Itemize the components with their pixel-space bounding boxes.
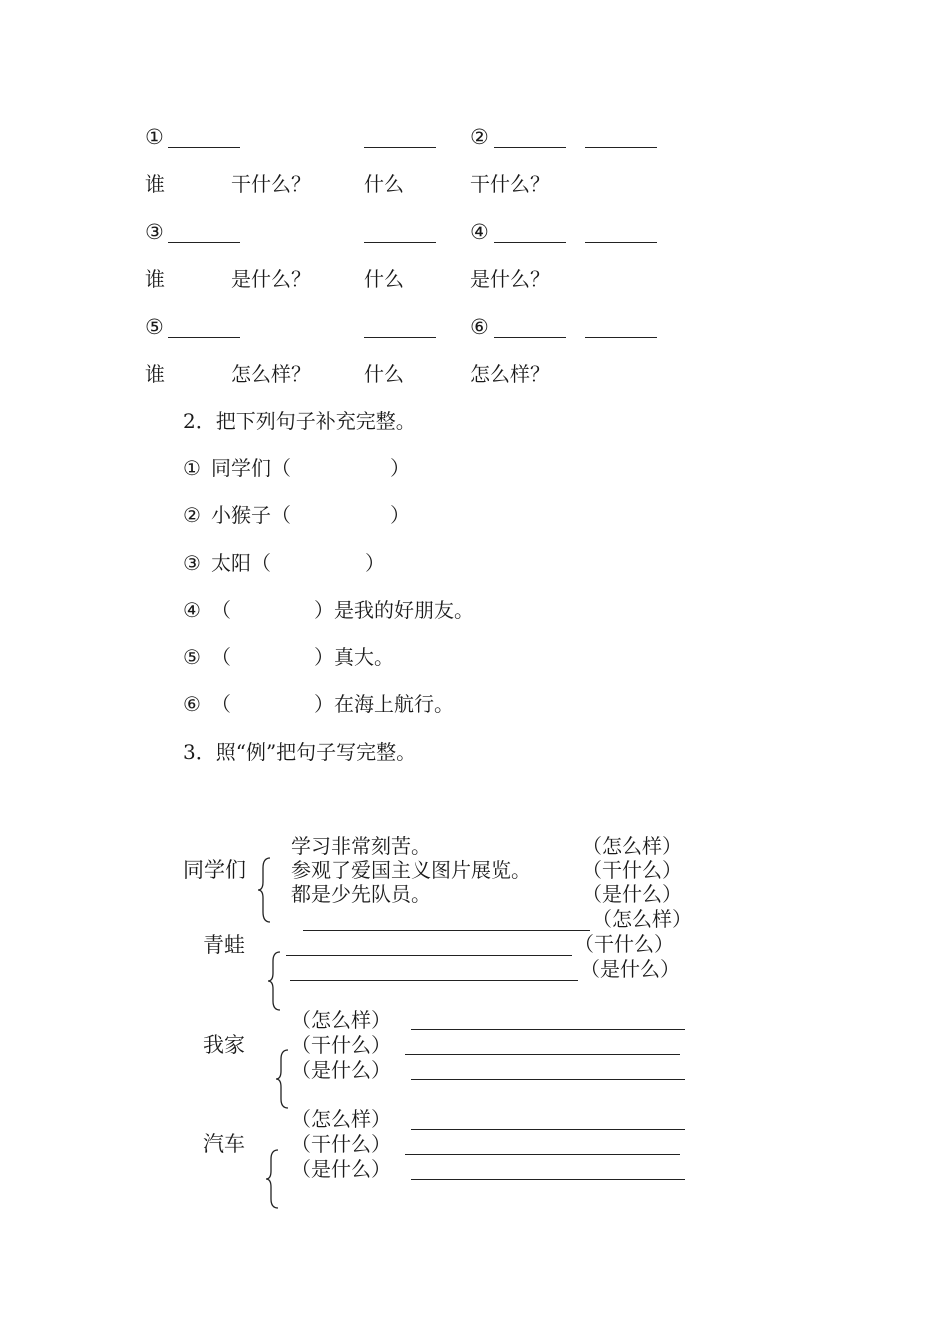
answer-blank[interactable] <box>364 242 436 243</box>
brace <box>274 1048 292 1110</box>
sentence-prefix: 太阳（ <box>211 551 271 575</box>
answer-line[interactable] <box>405 1054 680 1055</box>
type-tag: （是什么） <box>580 957 680 981</box>
answer-line[interactable] <box>411 1179 685 1180</box>
item-number: ③ <box>183 551 201 575</box>
answer-line[interactable] <box>405 1154 680 1155</box>
sentence-suffix: ）是我的好朋友。 <box>314 598 474 622</box>
label-who: 谁 <box>145 362 165 386</box>
item-number: ⑤ <box>183 645 201 669</box>
item-number: ③ <box>145 220 164 244</box>
answer-blank[interactable] <box>494 337 566 338</box>
section2-title: 2．把下列句子补充完整。 <box>183 409 416 433</box>
section3-title: 3．照“例”把句子写完整。 <box>183 740 417 764</box>
item-number: ② <box>183 503 201 527</box>
label-action: 是什么？ <box>470 267 550 291</box>
sentence-suffix: ）在海上航行。 <box>314 692 454 716</box>
sentence-suffix: ）真大。 <box>314 645 394 669</box>
answer-blank[interactable] <box>494 147 566 148</box>
brace <box>266 950 284 1012</box>
example-sentence: 都是少先队员。 <box>291 882 431 906</box>
type-tag: （怎么样） <box>291 1107 391 1131</box>
answer-blank[interactable] <box>168 147 240 148</box>
label-what: 什么 <box>364 267 404 291</box>
item-number: ④ <box>183 598 201 622</box>
answer-line[interactable] <box>286 955 572 956</box>
item-number: ⑥ <box>470 315 489 339</box>
answer-blank[interactable] <box>168 337 240 338</box>
label-action: 怎么样？ <box>231 362 311 386</box>
label-what: 什么 <box>364 362 404 386</box>
label-action: 干什么？ <box>470 172 550 196</box>
sentence-prefix: 小猴子（ <box>211 503 291 527</box>
sentence-prefix: （ <box>211 598 231 622</box>
answer-blank[interactable] <box>494 242 566 243</box>
label-what: 什么 <box>364 172 404 196</box>
type-tag: （是什么） <box>582 882 682 906</box>
subject-label: 我家 <box>203 1033 245 1057</box>
answer-blank[interactable] <box>585 337 657 338</box>
answer-line[interactable] <box>411 1029 685 1030</box>
label-action: 怎么样？ <box>470 362 550 386</box>
sentence-prefix: （ <box>211 692 231 716</box>
label-who: 谁 <box>145 267 165 291</box>
label-who: 谁 <box>145 172 165 196</box>
label-action: 是什么？ <box>231 267 311 291</box>
item-number: ⑤ <box>145 315 164 339</box>
sentence-suffix: ） <box>390 456 410 480</box>
item-number: ② <box>470 125 489 149</box>
brace <box>264 1148 282 1210</box>
example-sentence: 参观了爱国主义图片展览。 <box>291 858 531 882</box>
answer-blank[interactable] <box>585 242 657 243</box>
type-tag: （怎么样） <box>582 834 682 858</box>
sentence-suffix: ） <box>390 503 410 527</box>
type-tag: （干什么） <box>574 932 674 956</box>
type-tag: （是什么） <box>291 1157 391 1181</box>
type-tag: （干什么） <box>582 858 682 882</box>
type-tag: （干什么） <box>291 1033 391 1057</box>
type-tag: （怎么样） <box>592 907 692 931</box>
item-number: ① <box>145 125 164 149</box>
answer-blank[interactable] <box>364 337 436 338</box>
type-tag: （干什么） <box>291 1132 391 1156</box>
subject-label: 青蛙 <box>203 933 245 957</box>
subject-label: 同学们 <box>183 858 246 882</box>
answer-blank[interactable] <box>585 147 657 148</box>
brace <box>256 856 274 924</box>
item-number: ④ <box>470 220 489 244</box>
answer-line[interactable] <box>290 980 578 981</box>
answer-line[interactable] <box>411 1129 685 1130</box>
item-number: ⑥ <box>183 692 201 716</box>
answer-blank[interactable] <box>364 147 436 148</box>
sentence-prefix: （ <box>211 645 231 669</box>
example-sentence: 学习非常刻苦。 <box>291 834 431 858</box>
answer-line[interactable] <box>411 1079 685 1080</box>
sentence-suffix: ） <box>365 551 385 575</box>
item-number: ① <box>183 456 201 480</box>
answer-blank[interactable] <box>168 242 240 243</box>
answer-line[interactable] <box>303 930 590 931</box>
type-tag: （是什么） <box>291 1058 391 1082</box>
subject-label: 汽车 <box>203 1132 245 1156</box>
sentence-prefix: 同学们（ <box>211 456 291 480</box>
type-tag: （怎么样） <box>291 1008 391 1032</box>
label-action: 干什么？ <box>231 172 311 196</box>
